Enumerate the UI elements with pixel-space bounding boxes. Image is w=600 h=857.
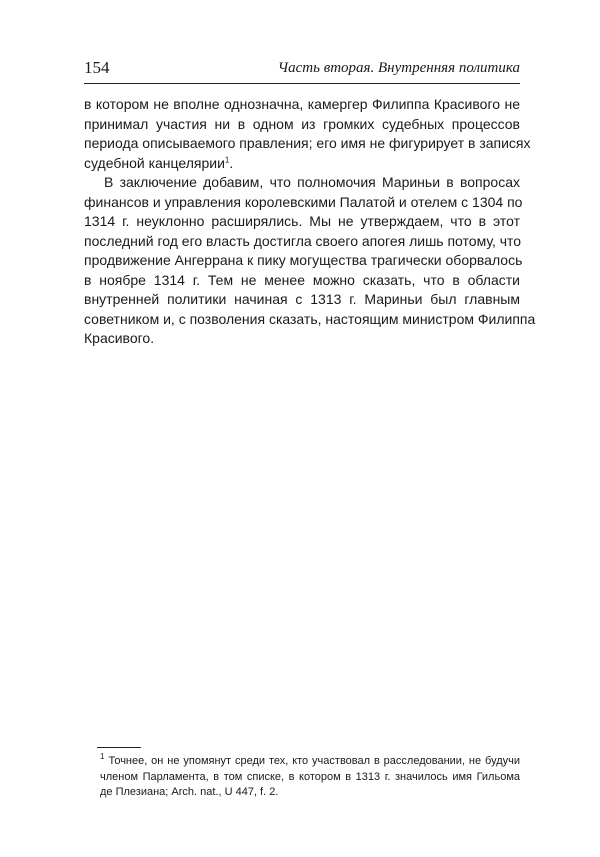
text-line: финансов и управления королевскими Палатой и отелем с 1304 по [84, 193, 523, 210]
footnote-line: членом Парламента, в том списке, в котором в 1313 г. значилось имя Гильома [100, 770, 520, 783]
text-line: продвижение Ангеррана к пику могущества трагически оборвалось [84, 252, 523, 268]
footnote-line: де Плезиана; Arch. nat., U 447, f. 2. [100, 786, 279, 798]
text-line: периода описываемого правления; его имя не фигурирует в записях [84, 135, 531, 151]
text-line: в ноябре 1314 г. Тем не менее можно сказать, что в области [84, 271, 520, 288]
footnote-line [100, 754, 520, 770]
footnote [100, 754, 520, 801]
main-text [84, 95, 536, 349]
page-header [84, 58, 520, 82]
page-number: 154 [84, 58, 110, 77]
text-line-content: судебной канцелярии [84, 154, 225, 171]
text-line: судебной канцелярии$^1$. [84, 154, 234, 171]
text-line: в котором не вполне однозначна, камергер Филиппа Красивого не [84, 96, 520, 112]
text-line: внутренней политики начиная с 1313 г. Мариньи был главным [84, 291, 520, 307]
text-line: последний год его власть достигла своего апогея лишь потому, что [84, 232, 522, 249]
footnote-reference: 1 [224, 154, 230, 164]
text-line: советником и, с позволения сказать, настоящим министром Филиппа [84, 310, 536, 327]
paragraph [84, 95, 531, 173]
header-rule [84, 83, 520, 84]
footnote-marker: 1 [100, 752, 105, 762]
text-line: 1314 г. неуклонно расширялись. Мы не утверждаем, что в этот [84, 213, 520, 229]
running-head: Часть вторая. Внутренняя политика [277, 60, 520, 76]
text-line: принимал участия ни в одном из громких судебных процессов [84, 115, 520, 132]
text-line: Красивого. [84, 330, 155, 346]
text-line: В заключение добавим, что полномочия Мариньи в вопросах [104, 174, 520, 190]
footnote-line-content: Точнее, он не упомянут среди тех, кто участвовал в расследовании, не будучи [108, 755, 520, 767]
paragraph [84, 173, 536, 349]
footnote-rule [97, 747, 141, 748]
